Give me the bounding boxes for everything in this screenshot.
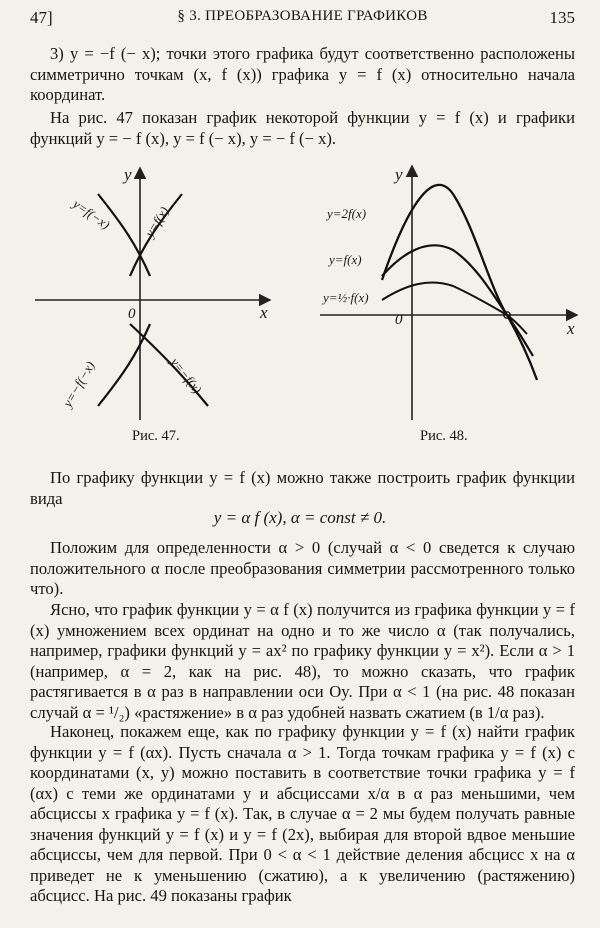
fig47-curve-f-neg-x <box>98 194 150 276</box>
fig47-label-f-x: y=f(x) <box>141 203 172 240</box>
fig48-y-label: y <box>395 165 403 184</box>
paragraph-6: Наконец, покажем еще, как по графику функции y = f (x) найти график функции y = f (αx). Пусть сначала α > 1. Тогда точкам графика y = f (x) с координатами (x, y) можно поставить в соответствие точки графика y = f (αx) с теми же ординатами y и абсциссами x/α в α раз меньшими, чем абсциссы x графика y = f (x). Так, в случае α = 2 мы будем получать равные значения функций y = f (x) и y = f (2x), выбирая для второй вдвое меньшие абсциссы, чем для первой. При 0 < α < 1 действие деления абсцисс x на α приведет не к уменьшению (сжатию), а к увеличению (растяжению) абсцисс. На рис. 49 показаны график <box>30 722 575 905</box>
paragraph-5: Ясно, что график функции y = α f (x) получится из графика функции y = f (x) умножением всех ординат на одно и то же число α (так получались, например, графики функций y = ax² по графику функции y = x²). Если α > 1 (например, α = 2, как на рис. 48), то можно сказать, что график растягивается в α раз в направлении оси Oy. При α < 1 (на рис. 48 показан случай α = ¹/₂) «растяжение» в α раз удобней назвать сжатием (в 1/α раз). <box>30 600 575 722</box>
paragraph-4: Положим для определенности α > 0 (случай α < 0 сведется к случаю положительного α после преобразования симметрии рассмотренного только что). <box>30 538 575 598</box>
formula: y = α f (x), α = const ≠ 0. <box>213 508 387 527</box>
fig48-x-label: x <box>567 319 575 338</box>
running-title: § 3. ПРЕОБРАЗОВАНИЕ ГРАФИКОВ <box>177 8 428 24</box>
fig47-y-label: y <box>124 165 132 184</box>
paragraph-1: 3) y = −f (− x); точки этого графика будут соответственно расположены симметрично точкам (x, f (x)) графика y = f (x) относительно начала координат. <box>30 44 575 104</box>
fig48-curve-f <box>382 245 533 356</box>
fig48-label-half-f: y=½·f(x) <box>323 290 369 305</box>
fig47-x-label: x <box>260 303 268 322</box>
fig48-curve-half-f <box>382 282 527 334</box>
fig48-curve-2f <box>382 185 537 380</box>
paragraph-2: На рис. 47 показан график некоторой функции y = f (x) и графики функций y = − f (x), y = f (− x), y = − f (− x). <box>30 108 575 148</box>
figure-48-caption: Рис. 48. <box>420 428 468 444</box>
figure-48 <box>315 158 585 428</box>
figure-47-caption: Рис. 47. <box>132 428 180 444</box>
fig47-label-neg-f-neg-x: y=−f(−x) <box>59 358 98 410</box>
fig48-label-2f: y=2f(x) <box>327 206 367 221</box>
page-header <box>30 8 575 30</box>
fig47-origin: 0 <box>128 306 136 322</box>
fig47-label-neg-f-x: y=−f(x) <box>167 354 205 397</box>
fig48-label-f: y=f(x) <box>329 252 362 267</box>
section-ref: 47] <box>30 8 53 27</box>
fig47-label-f-neg-x: y=f(−x) <box>70 196 113 233</box>
paragraph-3: По графику функции y = f (x) можно также построить график функции вида <box>30 468 575 508</box>
fig48-origin: 0 <box>395 312 403 328</box>
page-number: 135 <box>549 8 575 27</box>
figure-47 <box>30 158 290 428</box>
